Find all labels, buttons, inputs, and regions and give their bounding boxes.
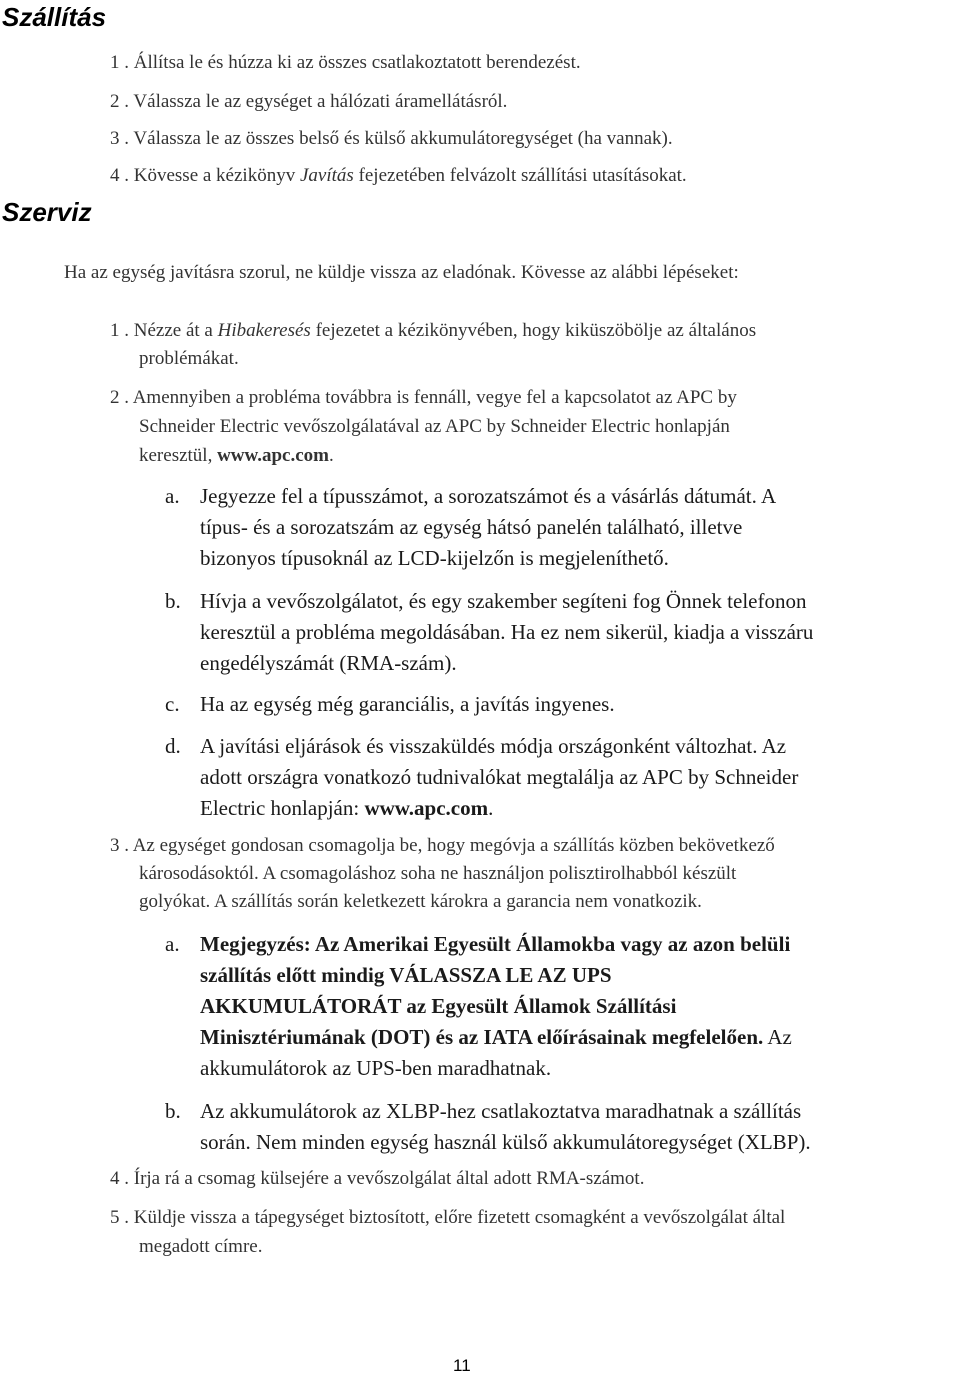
note-a-line5: akkumulátorok az UPS-ben maradhatnak. — [200, 1056, 552, 1080]
section-heading-shipping: Szállítás — [2, 2, 107, 32]
sub-a-letter: a. — [165, 484, 180, 508]
service-step-5: 5 . Küldje vissza a tápegységet biztosított, előre fizetett csomagként a vevőszolgálat által — [110, 1207, 786, 1228]
sub-b-line2: keresztül a probléma megoldásában. Ha ez nem sikerül, kiadja a visszáru — [200, 620, 814, 644]
note-a-line3: AKKUMULÁTORÁT az Egyesült Államok Szállítási — [200, 994, 677, 1018]
apc-website-link[interactable]: www.apc.com — [217, 445, 329, 466]
note-a-line1: Megjegyzés: Az Amerikai Egyesült Államokba vagy az azon belüli — [200, 932, 791, 956]
note-b-letter: b. — [165, 1099, 181, 1123]
note-b-line2: során. Nem minden egység használ külső akkumulátoregységet (XLBP). — [200, 1130, 811, 1154]
page-number: 11 — [453, 1356, 471, 1375]
note-b-line1: Az akkumulátorok az XLBP-hez csatlakoztatva maradhatnak a szállítás — [200, 1099, 802, 1123]
service-step-2-line3: keresztül, www.apc.com. — [139, 445, 334, 466]
sub-d-line1: A javítási eljárások és visszaküldés módja országonként változhat. Az — [200, 734, 787, 758]
service-step-3-line2: károsodásoktól. A csomagoláshoz soha ne használjon polisztirolhabból készült — [139, 863, 737, 884]
shipping-step-4: 4 . Kövesse a kézikönyv Javítás fejezetében felvázolt szállítási utasításokat. — [110, 165, 687, 186]
note-a-line2: szállítás előtt mindig VÁLASSZA LE AZ UPS — [200, 963, 612, 987]
service-step-1: 1 . Nézze át a Hibakeresés fejezetet a kézikönyvében, hogy kiküszöbölje az általános — [110, 320, 757, 341]
shipping-step-3: 3 . Válassza le az összes belső és külső akkumulátoregységet (ha vannak). — [110, 128, 673, 149]
apc-website-link[interactable]: www.apc.com — [364, 796, 489, 820]
sub-c-line1: Ha az egység még garanciális, a javítás ingyenes. — [200, 692, 615, 716]
sub-b-line1: Hívja a vevőszolgálatot, és egy szakember segíteni fog Önnek telefonon — [200, 589, 807, 613]
sub-a-line2: típus- és a sorozatszám az egység hátsó panelén található, illetve — [200, 515, 743, 539]
service-step-4: 4 . Írja rá a csomag külsejére a vevőszolgálat által adott RMA-számot. — [110, 1168, 645, 1189]
service-step-1-cont: problémákat. — [139, 348, 239, 369]
sub-d-line3: Electric honlapján: www.apc.com. — [200, 796, 494, 820]
note-a-letter: a. — [165, 932, 180, 956]
service-step-2: 2 . Amennyiben a probléma továbbra is fennáll, vegye fel a kapcsolatot az APC by — [110, 387, 737, 408]
shipping-step-1: 1 . Állítsa le és húzza ki az összes csatlakoztatott berendezést. — [110, 52, 581, 73]
service-step-3: 3 . Az egységet gondosan csomagolja be, hogy megóvja a szállítás közben bekövetkező — [110, 835, 775, 856]
shipping-step-2: 2 . Válassza le az egységet a hálózati áramellátásról. — [110, 91, 508, 112]
note-a-line4: Minisztériumának (DOT) és az IATA előírásainak megfelelően. Az — [200, 1025, 792, 1049]
sub-b-letter: b. — [165, 589, 181, 613]
service-step-2-line2: Schneider Electric vevőszolgálatával az APC by Schneider Electric honlapján — [139, 416, 730, 437]
section-heading-service: Szerviz — [2, 197, 92, 227]
sub-c-letter: c. — [165, 692, 180, 716]
service-step-5-line2: megadott címre. — [139, 1236, 263, 1257]
sub-b-line3: engedélyszámát (RMA-szám). — [200, 651, 457, 675]
sub-a-line1: Jegyezze fel a típusszámot, a sorozatszámot és a vásárlás dátumát. A — [200, 484, 777, 508]
sub-d-line2: adott országra vonatkozó tudnivalókat megtalálja az APC by Schneider — [200, 765, 799, 789]
sub-a-line3: bizonyos típusoknál az LCD-kijelzőn is megjeleníthető. — [200, 546, 669, 570]
sub-d-letter: d. — [165, 734, 181, 758]
service-step-3-line3: golyókat. A szállítás során keletkezett károkra a garancia nem vonatkozik. — [139, 891, 702, 912]
service-intro: Ha az egység javításra szorul, ne küldje vissza az eladónak. Kövesse az alábbi lépéseket: — [64, 262, 739, 283]
